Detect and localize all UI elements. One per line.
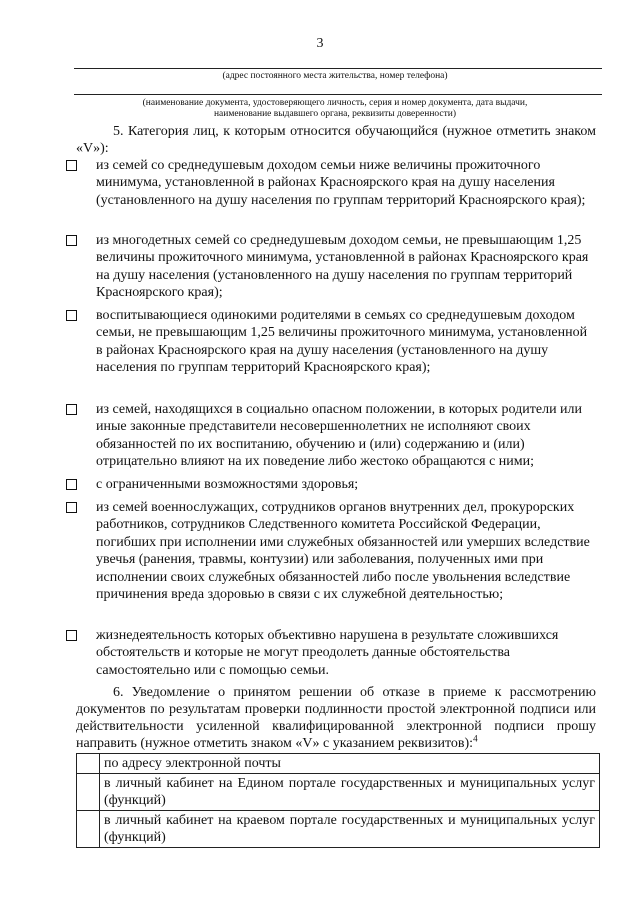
notification-checkbox-cell[interactable] [77, 754, 100, 774]
category-checkbox[interactable] [66, 235, 77, 246]
notification-option-label: в личный кабинет на краевом портале государственных и муниципальных услуг (функций) [100, 811, 600, 848]
document-caption-line2: наименование выдавшего органа, реквизиты доверенности) [213, 109, 457, 119]
notification-options-table [76, 753, 600, 848]
page-number: 3 [316, 36, 324, 51]
section5-heading: 5. Категория лиц, к которым относится обучающийся (нужное отметить знаком «V»): [76, 124, 596, 156]
category-checkbox[interactable] [66, 310, 77, 321]
notification-option-label: по адресу электронной почты [100, 754, 600, 774]
category-checkbox[interactable] [66, 160, 77, 171]
category-checkbox[interactable] [66, 479, 77, 490]
category-option-text: с ограниченными возможностями здоровья; [96, 477, 359, 492]
section6-heading [76, 684, 596, 752]
category-option-text: из семей со среднедушевым доходом семьи ниже величины прожиточного минимума, установленной в районах Красноярского края на душу населения (установленного на душу населения по группам территорий Красноярского края); [96, 158, 586, 208]
table-row [77, 774, 600, 811]
category-option-text: жизнедеятельность которых объективно нарушена в результате сложившихся обстоятельств и которые не могут преодолеть данные обстоятельства самостоятельно или с помощью семьи. [96, 628, 559, 678]
table-row [77, 754, 600, 774]
category-checkbox[interactable] [66, 630, 77, 641]
document-line [74, 94, 602, 95]
footnote-mark: 4 [473, 733, 478, 744]
notification-checkbox-cell[interactable] [77, 774, 100, 811]
document-caption-line1: (наименование документа, удостоверяющего личность, серия и номер документа, дата выдачи, [142, 98, 528, 108]
category-checkbox[interactable] [66, 502, 77, 513]
notification-checkbox-cell[interactable] [77, 811, 100, 848]
address-line [74, 68, 602, 69]
category-option-text: воспитывающиеся одинокими родителями в семьях со среднедушевым доходом семьи, не превышающим 1,25 величины прожиточного минимума, установленной в районах Красноярского края на душу населения (установленного на душу населения по группам территорий Красноярского края); [96, 308, 588, 376]
address-caption: (адрес постоянного места жительства, номер телефона) [222, 71, 448, 81]
category-option-text: из семей военнослужащих, сотрудников органов внутренних дел, прокурорских работников, сотрудников Следственного комитета Российской Федерации, погибших при исполнении ими служебных обязанностей или умерших вследствие увечья (ранения, травмы, контузии) или заболевания, полученных ими при исполнении своих служебных обязанностей либо после увольнения вследствие причинения вреда здоровью в связи с их служебной деятельностью; [96, 500, 590, 603]
notification-option-label: в личный кабинет на Едином портале государственных и муниципальных услуг (функций) [100, 774, 600, 811]
category-checkbox[interactable] [66, 404, 77, 415]
section6-heading-text: 6. Уведомление о принятом решении об отказе в приеме к рассмотрению документов по результатам проверки подлинности простой электронной подписи или действительности усиленной квалифицированной электронной подписи прошу направить (нужное отметить знаком «V» с указанием реквизитов): [76, 685, 596, 751]
category-option-text: из многодетных семей со среднедушевым доходом семьи, не превышающим 1,25 величины прожиточного минимума, установленной в районах Красноярского края на душу населения (установленного на душу населения по группам территорий Красноярского края); [96, 233, 589, 301]
table-row [77, 811, 600, 848]
category-option-text: из семей, находящихся в социально опасном положении, в которых родители или иные законные представители несовершеннолетних не исполняют своих обязанностей по их воспитанию, обучению и (или) содержанию и (или) отрицательно влияют на их поведение либо жестоко обращаются с ними; [96, 402, 583, 470]
